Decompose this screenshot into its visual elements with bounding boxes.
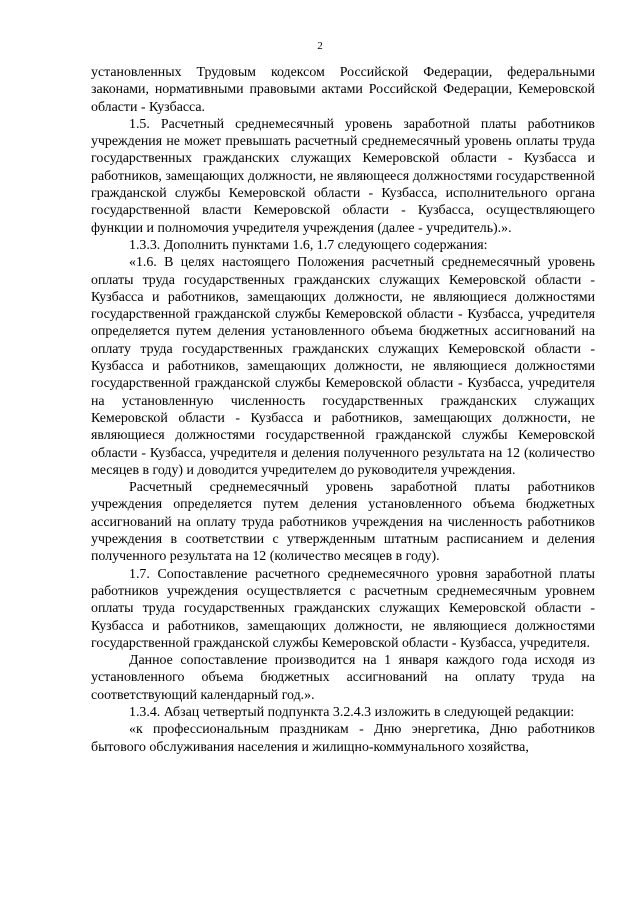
paragraph-clause-1-7-second: Данное сопоставление производится на 1 января каждого года исходя из установленного объема бюджетных ассигнований на оплату труда на соответствующий календарный год.».	[91, 653, 595, 703]
paragraph-holidays: «к профессиональным праздникам - Дню энергетика, Дню работников бытового обслуживания населения и жилищно-коммунального хозяйства,	[91, 722, 595, 755]
paragraph-clause-1-7: 1.7. Сопоставление расчетного среднемесячного уровня заработной платы работников учреждения осуществляется с расчетным среднемесячным уровнем оплаты труда государственных гражданских служащих Кемеровской области - Кузбасса и работников, замещающих должности, не являющиеся должностями государственной гражданской службы Кемеровской области - Кузбасса, учредителя.	[91, 566, 595, 651]
page-number: 2	[317, 40, 323, 52]
document-body	[91, 64, 595, 756]
paragraph-clause-1-6-second: Расчетный среднемесячный уровень заработной платы работников учреждения определяется путем деления установленного объема бюджетных ассигнований на оплату труда работников учреждения на численность работников учреждения в соответствии с утвержденным штатным расписанием и деления полученного результата на 12 (количество месяцев в году).	[91, 480, 595, 565]
paragraph-continuation: установленных Трудовым кодексом Российской Федерации, федеральными законами, нормативными правовыми актами Российской Федерации, Кемеровской области - Кузбасса.	[91, 65, 595, 115]
paragraph-amendment-1-3-3: 1.3.3. Дополнить пунктами 1.6, 1.7 следующего содержания:	[129, 237, 488, 253]
paragraph-clause-1-6: «1.6. В целях настоящего Положения расчетный среднемесячный уровень оплаты труда государственных гражданских служащих Кемеровской области - Кузбасса и работников, замещающих должности, не являющиеся должностями государственной гражданской службы Кемеровской области - Кузбасса, учредителя определяется путем деления установленного объема бюджетных ассигнований на оплату труда государственных гражданских служащих Кемеровской области - Кузбасса и работников, замещающих должности, не являющиеся должностями государственной гражданской службы Кемеровской области - Кузбасса, учредителя на установленную численность государственных гражданских служащих Кемеровской области - Кузбасса и работников, замещающих должности, не являющиеся должностями государственной гражданской службы Кемеровской области - Кузбасса, учредителя и деления полученного результата на 12 (количество месяцев в году) и доводится учредителем до руководителя учреждения.	[91, 255, 595, 478]
paragraph-amendment-1-3-4: 1.3.4. Абзац четвертый подпункта 3.2.4.3 изложить в следующей редакции:	[129, 704, 575, 720]
paragraph-clause-1-5: 1.5. Расчетный среднемесячный уровень заработной платы работников учреждения не может превышать расчетный среднемесячный уровень оплаты труда государственных гражданских служащих Кемеровской области - Кузбасса и работников, замещающих должности, не являющееся должностями государственной гражданской службы Кемеровской области - Кузбасса, исполнительного органа государственной власти Кемеровской области - Кузбасса, осуществляющего функции и полномочия учредителя учреждения (далее - учредитель).».	[91, 116, 595, 236]
